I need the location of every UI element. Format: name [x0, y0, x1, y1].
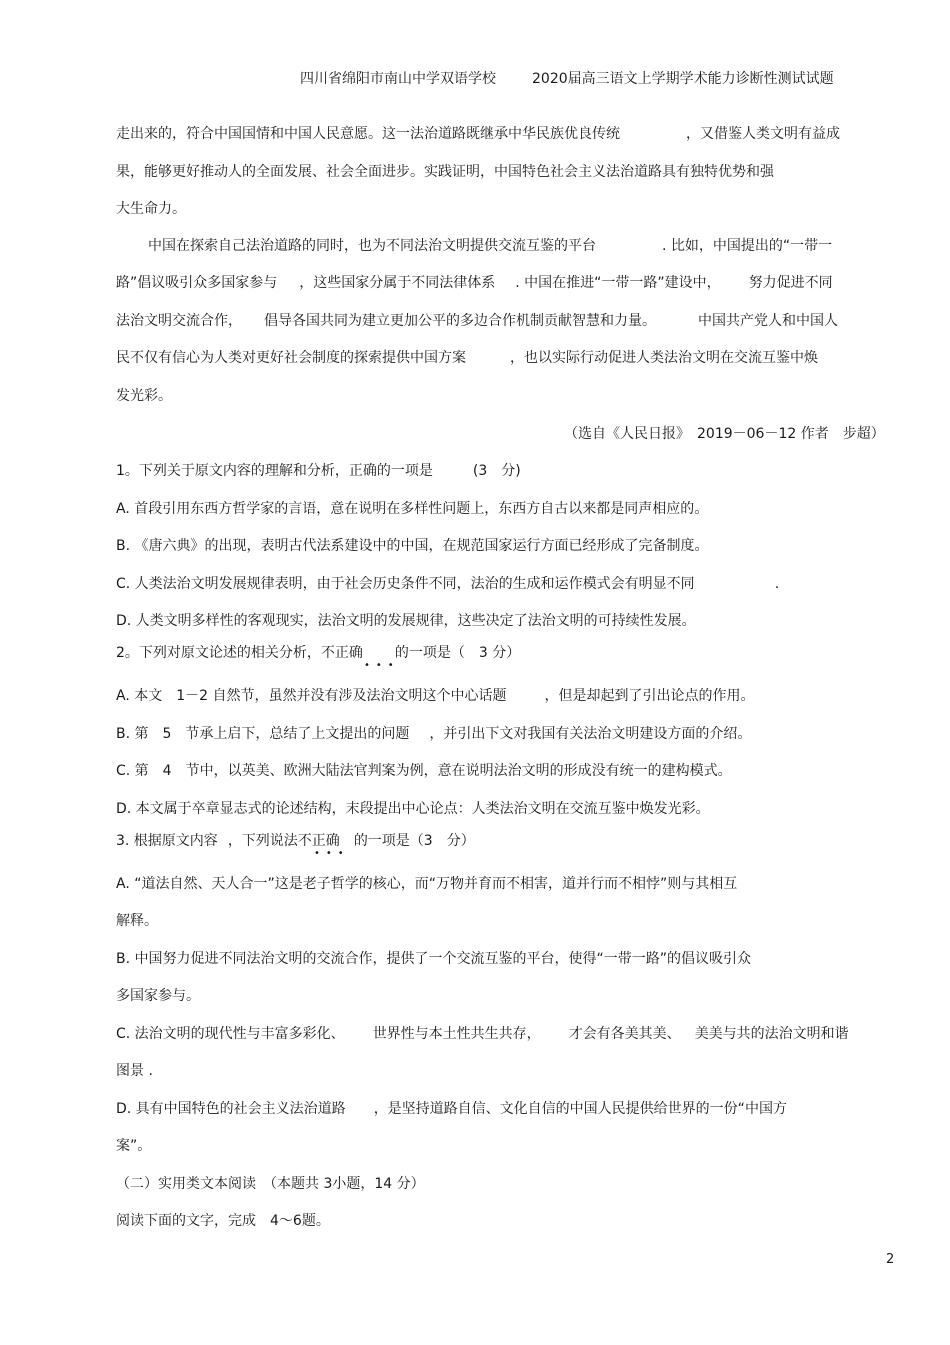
header-title: 2020届高三语文上学期学术能力诊断性测试试题 [532, 71, 834, 87]
q3-option-a-line-2: 解释。 [116, 913, 158, 929]
p1-line-2: 果，能够更好推动人的全面发展、社会全面进步。实践证明，中国特色社会主义法治道路具有独特优势和强 [116, 164, 774, 180]
q1-stem [116, 461, 521, 481]
text: 的一项是（ 3 分） [394, 645, 521, 661]
q1-option-c [116, 574, 779, 594]
text: 3. 根据原文内容 [116, 833, 218, 849]
text: 倡导各国共同为建立更加公平的多边合作机制贡献智慧和力量。 [264, 313, 656, 329]
q1-option-a: A. 首段引用东西方哲学家的言语，意在说明在多样性问题上，东西方自古以来都是同声相应的。 [116, 501, 709, 517]
emphasis-dots: ••• [364, 660, 400, 671]
q3-option-b-line-2: 多国家参与。 [116, 988, 200, 1004]
p2-line-4 [116, 348, 818, 368]
text: . [774, 576, 780, 592]
text: 法治文明交流合作， [116, 313, 242, 329]
q1-option-b: B. 《唐六典》的出现，表明古代法系建设中的中国，在规范国家运行方面已经形成了完备制度。 [116, 538, 709, 554]
text: D. 具有中国特色的社会主义法治道路 [116, 1101, 346, 1117]
p2-line-5: 发光彩。 [116, 388, 172, 404]
text: 路”倡议吸引众多国家参与 [116, 275, 278, 291]
text: ，下列说法不正确 [227, 833, 340, 849]
text: 努力促进不同 [748, 275, 833, 291]
text: . 比如，中国提出的“一带一 [662, 238, 833, 254]
p2-line-2 [116, 273, 833, 293]
text: 走出来的，符合中国国情和中国人民意愿。这一法治道路既继承中华民族优良传统 [116, 126, 620, 142]
text: 的一项是（3 分） [353, 833, 475, 849]
q3-option-a-line-1: A. “道法自然、天人合一”这是老子哲学的核心，而“万物并育而不相害，道并行而不相悖”则与其相互 [116, 876, 738, 892]
text: . 中国在推进“一带一路”建设中， [515, 275, 721, 291]
page-number: 2 [886, 1252, 895, 1267]
source-citation: （选自《人民日报》 2019－06－12 作者 步超） [564, 426, 885, 442]
text: 才会有各美其美、 [568, 1026, 681, 1042]
section-heading: （二）实用类文本阅读 （本题共 3小题，14 分） [116, 1176, 425, 1192]
text: ，并引出下文对我国有关法治文明建设方面的介绍。 [429, 726, 752, 742]
text: A. 本文 1－2 自然节，虽然并没有涉及法治文明这个中心话题 [116, 688, 507, 704]
q2-stem [116, 643, 520, 663]
text: 世界性与本土性共生共存， [372, 1026, 541, 1042]
text: 中国在探索自己法治道路的同时，也为不同法治文明提供交流互鉴的平台 [148, 238, 596, 254]
q2-option-c: C. 第 4 节中，以英美、欧洲大陆法官判案为例，意在说明法治文明的形成没有统一的建构模式。 [116, 763, 732, 779]
text: 中国共产党人和中国人 [698, 313, 838, 329]
text: 2。下列对原文论述的相关分析，不正确 [116, 645, 363, 661]
q3-option-b-line-1: B. 中国努力促进不同法治文明的交流合作，提供了一个交流互鉴的平台，使得“一带一路”的倡议吸引众 [116, 951, 752, 967]
text: C. 人类法治文明发展规律表明，由于社会历史条件不同，法治的生成和运作模式会有明显不同 [116, 576, 695, 592]
text: 民不仅有信心为人类对更好社会制度的探索提供中国方案 [116, 350, 466, 366]
emphasis-dots: ••• [314, 848, 350, 859]
p1-line-1 [116, 124, 840, 144]
text: ，但是却起到了引出论点的作用。 [544, 688, 755, 704]
header-school: 四川省绵阳市南山中学双语学校 [300, 71, 496, 87]
text: ，又借鉴人类文明有益成 [686, 126, 840, 142]
q3-option-c-line-1 [116, 1024, 849, 1044]
q2-option-a [116, 686, 755, 706]
q2-option-b [116, 724, 751, 744]
text: ，这些国家分属于不同法律体系 [299, 275, 496, 291]
q1-option-d: D. 人类文明多样性的客观现实，法治文明的发展规律，这些决定了法治文明的可持续性发展。 [116, 613, 696, 629]
q3-option-d-line-1 [116, 1099, 787, 1119]
text: ，也以实际行动促进人类法治文明在交流互鉴中焕 [510, 350, 818, 366]
q3-option-c-line-2: 图景 . [116, 1063, 153, 1079]
text: 美美与共的法治文明和谐 [694, 1026, 849, 1042]
text: 1。下列关于原文内容的理解和分析，正确的一项是 [116, 463, 433, 479]
text: C. 法治文明的现代性与丰富多彩化、 [116, 1026, 345, 1042]
q3-stem [116, 831, 475, 851]
text: (3 分) [472, 463, 521, 479]
q2-option-d: D. 本文属于卒章显志式的论述结构，末段提出中心论点：人类法治文明在交流互鉴中焕发光彩。 [116, 801, 710, 817]
q3-option-d-line-2: 案”。 [116, 1138, 152, 1154]
section-instruction: 阅读下面的文字，完成 4～6题。 [116, 1213, 330, 1229]
p1-line-3: 大生命力。 [116, 201, 186, 217]
p2-line-1 [148, 236, 832, 256]
text: B. 第 5 节承上启下，总结了上文提出的问题 [116, 726, 410, 742]
text: ，是坚持道路自信、文化自信的中国人民提供给世界的一份“中国方 [373, 1101, 787, 1117]
page-header [300, 68, 834, 88]
p2-line-3 [116, 311, 838, 331]
